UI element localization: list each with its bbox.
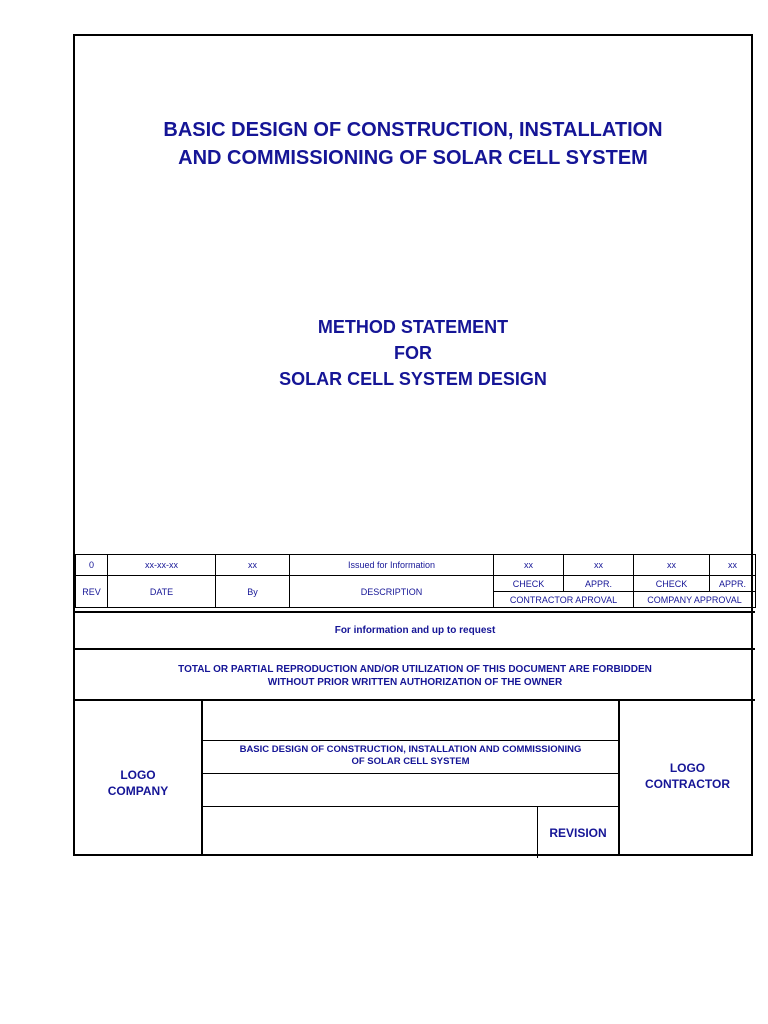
contractor-logo-placeholder (618, 701, 755, 856)
company-appr-header: APPR. (710, 576, 756, 592)
title-block-bottom-row (203, 807, 618, 858)
by-header: By (216, 576, 290, 608)
document-main-title (75, 116, 751, 172)
company-logo-line-1: LOGO (120, 767, 156, 782)
reproduction-notice-line-1: TOTAL OR PARTIAL REPRODUCTION AND/OR UTILIZATION OF THIS DOCUMENT ARE FORBIDDEN (178, 664, 652, 675)
sub-title-line-1: METHOD STATEMENT (317, 317, 509, 337)
revision-label: REVISION (537, 807, 618, 858)
doc-title-line-2: OF SOLAR CELL SYSTEM (351, 756, 470, 767)
title-block-doc-title (203, 741, 618, 774)
sub-title-line-2: FOR (394, 343, 432, 363)
by-value: xx (216, 555, 290, 576)
company-check-header: CHECK (634, 576, 710, 592)
title-block-center (203, 701, 618, 856)
title-block-empty-cell-2 (203, 774, 618, 807)
contractor-approval-header: CONTRACTOR APROVAL (494, 592, 634, 608)
company-check-value: xx (634, 555, 710, 576)
company-appr-value: xx (710, 555, 756, 576)
document-sub-title (75, 314, 751, 392)
document-sheet (73, 34, 753, 856)
company-approval-header: COMPANY APPROVAL (634, 592, 756, 608)
revision-row (76, 555, 756, 576)
company-logo-line-2: COMPANY (107, 783, 169, 798)
description-header: DESCRIPTION (290, 576, 494, 608)
main-title-line-1: BASIC DESIGN OF CONSTRUCTION, INSTALLATION (163, 119, 663, 141)
contractor-logo-line-1: LOGO (669, 760, 706, 775)
date-header: DATE (108, 576, 216, 608)
company-logo-placeholder (75, 701, 203, 856)
title-block (75, 699, 755, 856)
reproduction-notice (75, 648, 755, 700)
reproduction-notice-line-2: WITHOUT PRIOR WRITTEN AUTHORIZATION OF THE OWNER (267, 677, 563, 688)
sub-title-line-3: SOLAR CELL SYSTEM DESIGN (279, 369, 547, 389)
date-value: xx-xx-xx (108, 555, 216, 576)
description-value: Issued for Information (290, 555, 494, 576)
doc-title-line-1: BASIC DESIGN OF CONSTRUCTION, INSTALLATION AND COMMISSIONING (239, 744, 582, 755)
rev-value: 0 (76, 555, 108, 576)
contractor-appr-header: APPR. (564, 576, 634, 592)
contractor-check-value: xx (494, 555, 564, 576)
contractor-logo-line-2: CONTRACTOR (644, 776, 731, 791)
contractor-appr-value: xx (564, 555, 634, 576)
info-note: For information and up to request (75, 611, 755, 649)
title-block-empty-cell-1 (203, 701, 618, 741)
revision-header-row (76, 576, 756, 592)
rev-header: REV (76, 576, 108, 608)
contractor-check-header: CHECK (494, 576, 564, 592)
main-title-line-2: AND COMMISSIONING OF SOLAR CELL SYSTEM (178, 147, 648, 169)
revision-table (75, 554, 756, 608)
